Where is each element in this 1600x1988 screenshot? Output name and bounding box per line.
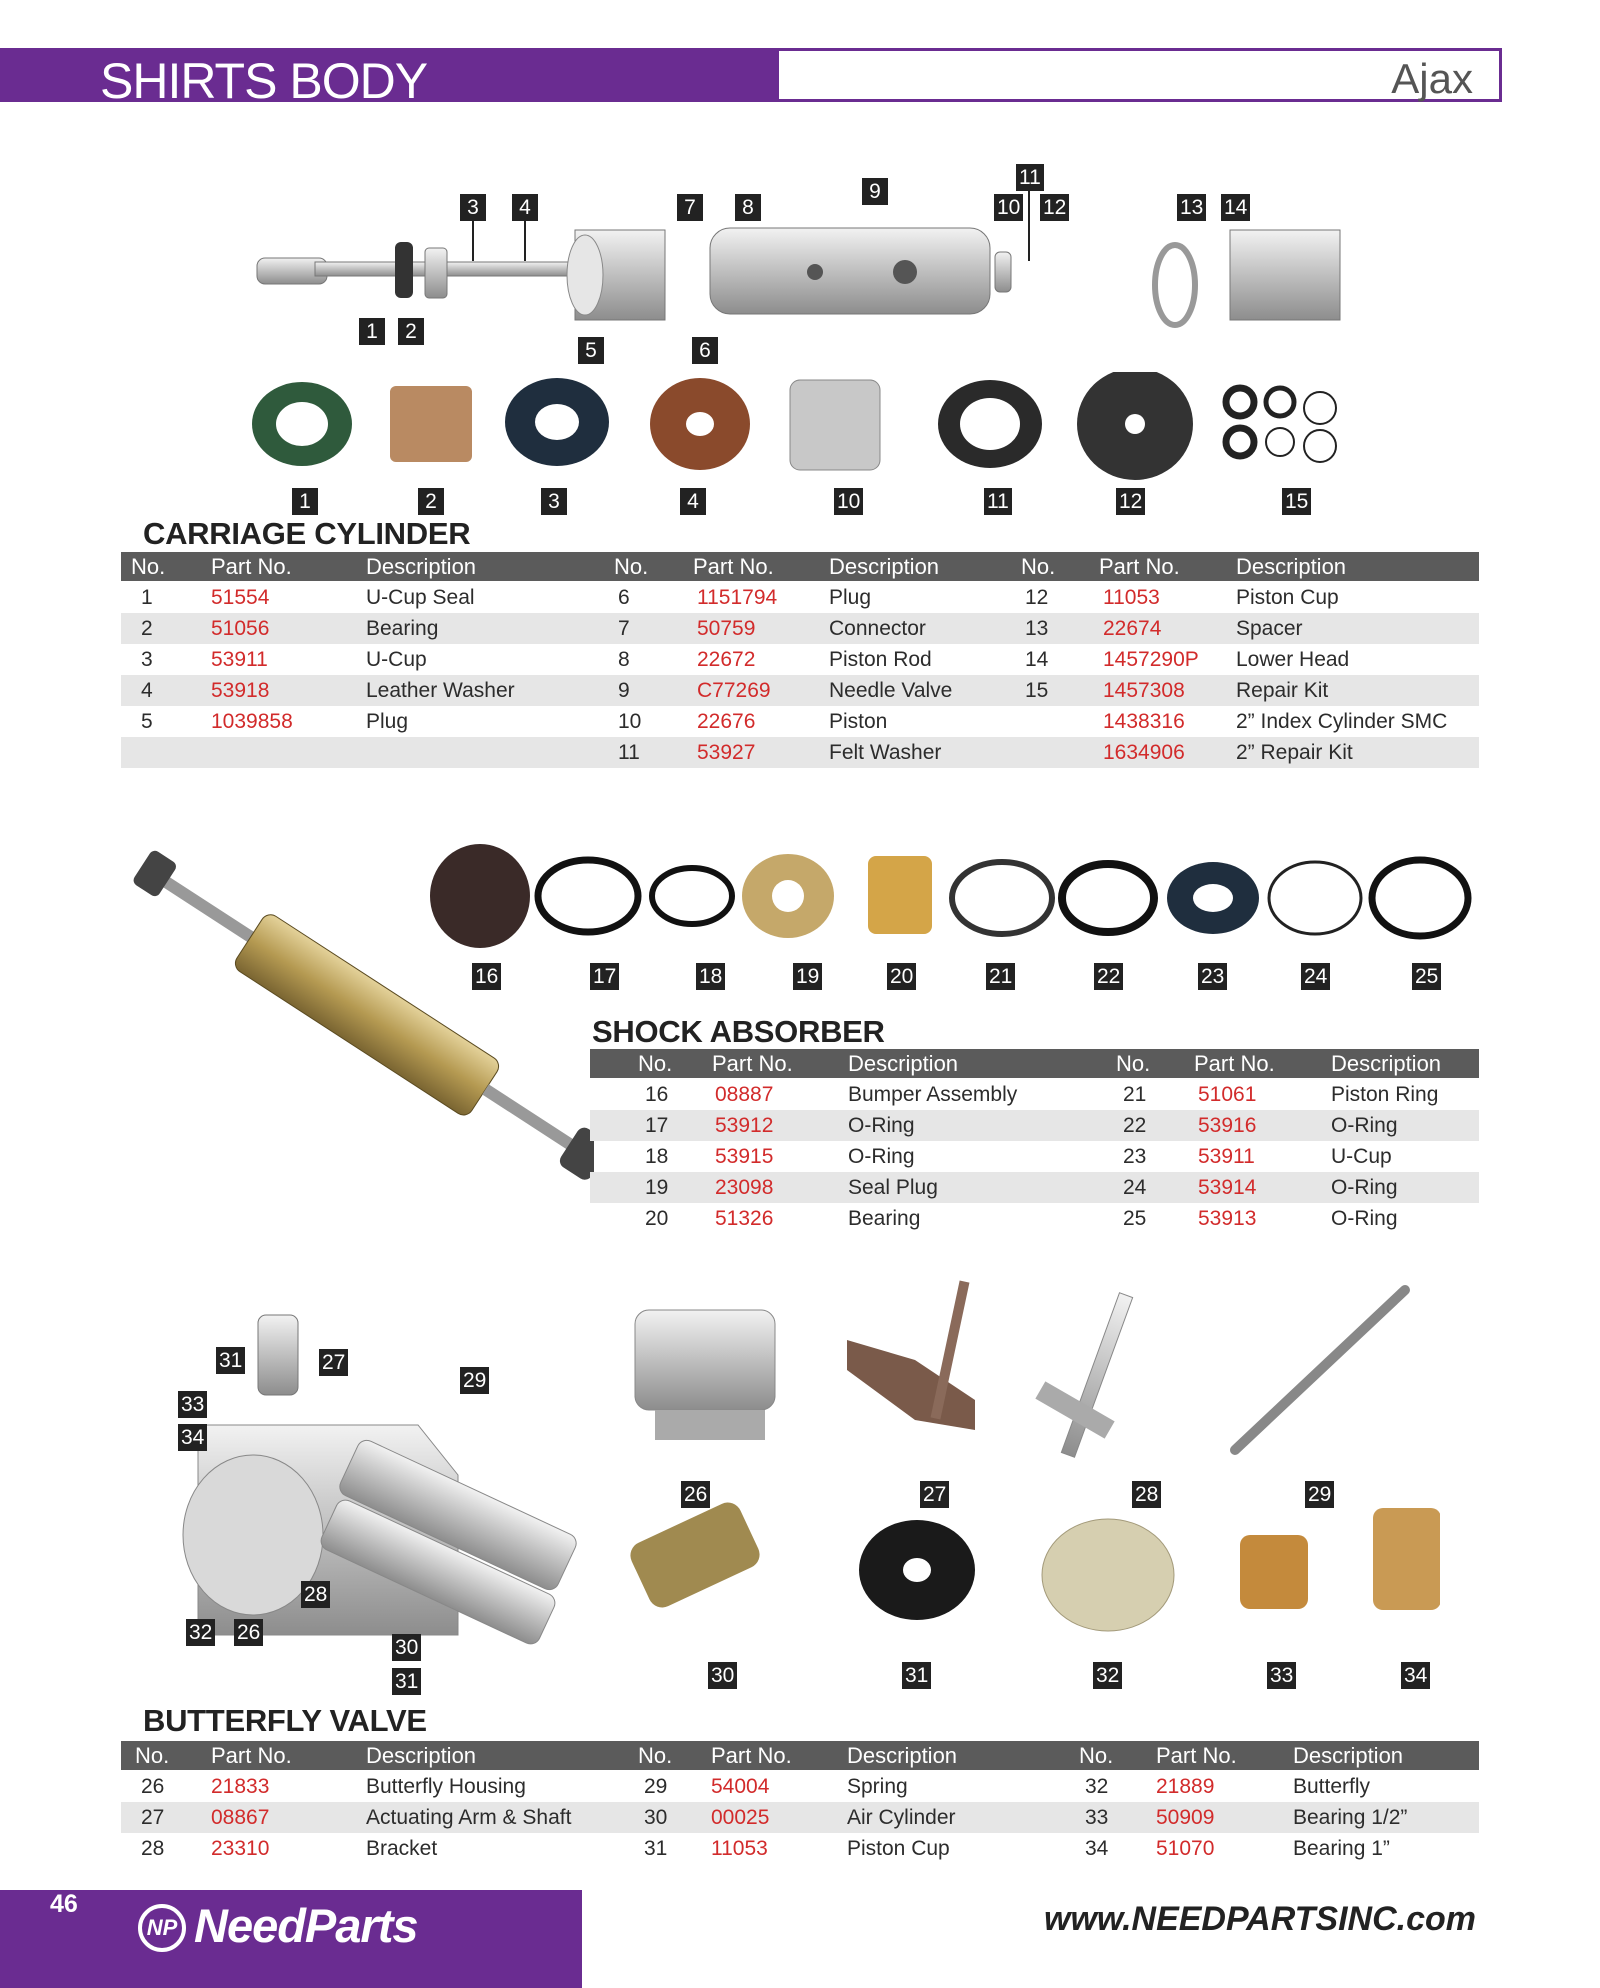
photo-callout-17: 17 [590, 963, 619, 990]
bearing-part [425, 248, 447, 298]
assembly-callout-26: 26 [234, 1619, 263, 1646]
cell-description: O-Ring [1331, 1207, 1398, 1230]
section-title-butterfly: BUTTERFLY VALVE [143, 1703, 427, 1738]
callout-9: 9 [862, 178, 888, 205]
cup-hole [903, 1558, 931, 1582]
cell-description: Spring [847, 1775, 908, 1798]
o-ring-photo [652, 868, 732, 924]
cell-description: Piston Ring [1331, 1083, 1439, 1106]
cell-part-no: C77269 [697, 679, 771, 702]
cell-no: 2 [141, 617, 153, 640]
cell-part-no: 51554 [211, 586, 270, 609]
cell-description: O-Ring [848, 1114, 915, 1137]
seal-plug-hole [772, 880, 804, 912]
col-no: No. [131, 554, 166, 579]
cell-no: 16 [645, 1083, 669, 1106]
photo-callout-1: 1 [292, 488, 318, 515]
washer-hole [686, 412, 714, 436]
cell-description: Bearing 1/2” [1293, 1806, 1408, 1829]
col-part-no: Part No. [711, 1743, 792, 1768]
o-ring-photo [1269, 862, 1361, 934]
cell-description: O-Ring [1331, 1114, 1398, 1137]
cell-no: 22 [1123, 1114, 1147, 1137]
cell-no: 33 [1085, 1806, 1109, 1829]
o-ring-photo [538, 860, 638, 932]
cell-no: 15 [1025, 679, 1049, 702]
cup-hole [1125, 414, 1145, 434]
butterfly-table [121, 1741, 1479, 1867]
cell-no: 21 [1123, 1083, 1147, 1106]
barrel-port-2 [893, 260, 917, 284]
cell-no: 29 [644, 1775, 668, 1798]
callout-4: 4 [512, 194, 538, 221]
cell-no: 25 [1123, 1207, 1147, 1230]
rod [482, 1084, 581, 1154]
assembly-callout-32: 32 [186, 1619, 215, 1646]
cell-description: U-Cup [1331, 1145, 1392, 1168]
cell-part-no: 51070 [1156, 1837, 1215, 1860]
photo-callout-2: 2 [418, 488, 444, 515]
cell-description: Butterfly [1293, 1775, 1371, 1798]
cell-description: U-Cup Seal [366, 586, 475, 609]
cell-part-no: 1438316 [1103, 710, 1185, 733]
photo-callout-10: 10 [834, 488, 863, 515]
cell-part-no: 50759 [697, 617, 756, 640]
cell-description: Needle Valve [829, 679, 953, 702]
cell-description: Piston Rod [829, 648, 932, 671]
cell-part-no: 53916 [1198, 1114, 1257, 1137]
bearing-photo [868, 856, 932, 934]
cell-part-no: 50909 [1156, 1806, 1215, 1829]
cell-part-no: 53914 [1198, 1176, 1257, 1199]
shock-part-photos [430, 840, 1480, 960]
cylinder-barrel [710, 228, 990, 314]
housing-base [655, 1410, 765, 1440]
cell-part-no: 53913 [1198, 1207, 1257, 1230]
col-part-no: Part No. [211, 1743, 292, 1768]
photo-callout-19: 19 [793, 963, 822, 990]
photo-callout-25: 25 [1412, 963, 1441, 990]
cylinder-head-bore [567, 235, 603, 315]
table-header [590, 1049, 1479, 1078]
cell-no: 4 [141, 679, 153, 702]
callout-1: 1 [359, 318, 385, 345]
cell-part-no: 53915 [715, 1145, 774, 1168]
callout-2: 2 [398, 318, 424, 345]
cell-part-no: 1151794 [697, 586, 778, 609]
cell-part-no: 08887 [715, 1083, 774, 1106]
cell-part-no: 23310 [211, 1837, 270, 1860]
cell-part-no: 53911 [1198, 1145, 1255, 1168]
cell-description: Seal Plug [848, 1176, 938, 1199]
butterfly-housing-photo [635, 1310, 775, 1410]
cell-description: Plug [366, 710, 409, 733]
col-part-no: Part No. [712, 1051, 793, 1076]
cell-part-no: 00025 [711, 1806, 770, 1829]
cell-no: 34 [1085, 1837, 1109, 1860]
callout-3: 3 [460, 194, 486, 221]
cell-no: 26 [141, 1775, 165, 1798]
row-stripe [121, 1802, 1479, 1833]
cell-part-no: 54004 [711, 1775, 770, 1798]
callout-7: 7 [677, 194, 703, 221]
cell-no: 14 [1025, 648, 1049, 671]
photo-callout-34: 34 [1401, 1662, 1430, 1689]
cell-no: 32 [1085, 1775, 1109, 1798]
col-part-no: Part No. [693, 554, 774, 579]
assembly-callout-27: 27 [319, 1349, 348, 1376]
assembly-callout-29: 29 [460, 1367, 489, 1394]
cell-no: 5 [141, 710, 153, 733]
photo-callout-29: 29 [1305, 1481, 1334, 1508]
photo-callout-20: 20 [887, 963, 916, 990]
cell-description: Butterfly Housing [366, 1775, 526, 1798]
bearing-half-photo [1240, 1535, 1308, 1609]
cell-no: 31 [644, 1837, 668, 1860]
cell-part-no: 53912 [715, 1114, 774, 1137]
u-cup-seal-part [395, 242, 413, 298]
photo-callout-21: 21 [986, 963, 1015, 990]
cell-no: 27 [141, 1806, 165, 1829]
spring-photo [1235, 1290, 1405, 1450]
cell-no: 6 [618, 586, 630, 609]
website-link[interactable]: www.NEEDPARTSINC.com [1044, 1900, 1476, 1938]
page-title: SHIRTS BODY [100, 53, 428, 109]
col-description: Description [366, 554, 477, 579]
cell-part-no: 51056 [211, 617, 270, 640]
col-part-no: Part No. [211, 554, 292, 579]
callout-13: 13 [1177, 194, 1206, 221]
assembly-callout-31b: 31 [392, 1668, 421, 1695]
col-no: No. [638, 1051, 673, 1076]
cell-description: Connector [829, 617, 926, 640]
table-header [121, 552, 1479, 581]
photo-callout-18: 18 [696, 963, 725, 990]
assembly-callout-31: 31 [216, 1347, 245, 1374]
cell-no: 28 [141, 1837, 165, 1860]
col-description: Description [366, 1743, 477, 1768]
section-title-shock: SHOCK ABSORBER [592, 1014, 885, 1049]
air-cylinder-top [258, 1315, 298, 1395]
photo-callout-27: 27 [920, 1481, 949, 1508]
cell-no: 24 [1123, 1176, 1147, 1199]
kit-ring [1304, 392, 1336, 424]
cell-part-no: 08867 [211, 1806, 270, 1829]
assembly-callout-28: 28 [301, 1581, 330, 1608]
actuating-arm-photo [847, 1340, 975, 1430]
cell-no: 30 [644, 1806, 668, 1829]
cell-part-no: 53918 [211, 679, 270, 702]
photo-callout-32: 32 [1093, 1662, 1122, 1689]
cell-description: O-Ring [848, 1145, 915, 1168]
cell-description: Piston Cup [1236, 586, 1339, 609]
butterfly-disc-photo [1042, 1519, 1174, 1631]
callout-8: 8 [735, 194, 761, 221]
cell-no: 3 [141, 648, 153, 671]
photo-callout-30: 30 [708, 1662, 737, 1689]
photo-callout-4: 4 [680, 488, 706, 515]
carriage-part-photos [250, 372, 1370, 492]
needparts-logo [138, 1898, 438, 1954]
callout-12: 12 [1040, 194, 1069, 221]
photo-callout-23: 23 [1198, 963, 1227, 990]
col-no: No. [638, 1743, 673, 1768]
cell-part-no: 1457308 [1103, 679, 1185, 702]
cell-part-no: 11053 [1103, 586, 1160, 609]
cell-description: Bearing [366, 617, 439, 640]
col-no: No. [614, 554, 649, 579]
col-no: No. [1021, 554, 1056, 579]
air-cylinder-photo [626, 1498, 764, 1612]
piston-photo [790, 380, 880, 470]
col-description: Description [848, 1051, 959, 1076]
col-no: No. [135, 1743, 170, 1768]
photo-callout-15: 15 [1282, 488, 1311, 515]
felt-hole [960, 398, 1020, 450]
cell-part-no: 23098 [715, 1176, 774, 1199]
cell-description: Air Cylinder [847, 1806, 956, 1829]
cell-description: Bumper Assembly [848, 1083, 1018, 1106]
callout-14: 14 [1221, 194, 1250, 221]
barrel-port [807, 264, 823, 280]
col-description: Description [829, 554, 940, 579]
seal-hole [276, 402, 328, 446]
cell-part-no: 51061 [1198, 1083, 1257, 1106]
photo-callout-33: 33 [1267, 1662, 1296, 1689]
cell-no: 1 [141, 586, 153, 609]
kit-ring [1226, 428, 1254, 456]
cell-description: 2” Index Cylinder SMC [1236, 710, 1448, 733]
cell-description: Leather Washer [366, 679, 515, 702]
photo-callout-24: 24 [1301, 963, 1330, 990]
cell-no: 17 [645, 1114, 669, 1137]
photo-callout-3: 3 [541, 488, 567, 515]
cell-part-no: 1039858 [211, 710, 293, 733]
brand-name: Ajax [1391, 55, 1473, 102]
o-ring-photo [1062, 864, 1154, 932]
cell-part-no: 22672 [697, 648, 756, 671]
cell-no: 23 [1123, 1145, 1147, 1168]
rod [155, 872, 254, 942]
repair-kit-photo [1226, 388, 1254, 416]
kit-ring [1304, 430, 1336, 462]
cell-part-no: 53911 [211, 648, 268, 671]
cell-part-no: 1457290P [1103, 648, 1199, 671]
col-description: Description [1236, 554, 1347, 579]
cell-description: O-Ring [1331, 1176, 1398, 1199]
assembly-callout-34: 34 [178, 1424, 207, 1451]
piston-ring-photo [952, 862, 1052, 934]
cell-no: 12 [1025, 586, 1049, 609]
spacer-ring [1155, 245, 1195, 325]
col-part-no: Part No. [1156, 1743, 1237, 1768]
cell-description: Bearing 1” [1293, 1837, 1390, 1860]
cell-description: Piston [829, 710, 888, 733]
col-description: Description [1293, 1743, 1404, 1768]
carriage-table [121, 552, 1479, 778]
photo-callout-16: 16 [472, 963, 501, 990]
shock-table [590, 1049, 1479, 1239]
cell-description: Actuating Arm & Shaft [366, 1806, 572, 1829]
photo-callout-11: 11 [984, 488, 1012, 515]
cell-description: Bearing [848, 1207, 921, 1230]
cell-no: 19 [645, 1176, 669, 1199]
cell-description: Lower Head [1236, 648, 1350, 671]
leader-line [524, 221, 526, 261]
u-cup-hole [535, 404, 579, 440]
cell-no: 10 [618, 710, 642, 733]
cell-description: Spacer [1236, 617, 1303, 640]
cell-description: U-Cup [366, 648, 427, 671]
cell-description: Plug [829, 586, 872, 609]
cell-part-no: 22674 [1103, 617, 1162, 640]
assembly-callout-33: 33 [178, 1391, 207, 1418]
cell-no: 8 [618, 648, 630, 671]
cell-no: 7 [618, 617, 630, 640]
cell-no: 13 [1025, 617, 1049, 640]
col-part-no: Part No. [1194, 1051, 1275, 1076]
butterfly-part-photos [615, 1250, 1440, 1680]
photo-callout-12: 12 [1116, 488, 1145, 515]
photo-callout-28: 28 [1132, 1481, 1161, 1508]
logo-mark: NP [138, 1904, 186, 1952]
piston-part [995, 252, 1011, 292]
callout-10: 10 [994, 194, 1023, 221]
kit-ring [1266, 388, 1294, 416]
cell-no: 20 [645, 1207, 669, 1230]
cell-no: 9 [618, 679, 630, 702]
table-header [121, 1741, 1479, 1770]
cell-description: Bracket [366, 1837, 438, 1860]
cell-description: Piston Cup [847, 1837, 950, 1860]
leader-line [1028, 191, 1030, 261]
cell-part-no: 11053 [711, 1837, 768, 1860]
assembly-callout-30: 30 [392, 1634, 421, 1661]
cell-part-no: 22676 [697, 710, 756, 733]
logo-text: NeedParts [194, 1899, 418, 1952]
cell-description: 2” Repair Kit [1236, 741, 1353, 764]
cell-no: 11 [618, 741, 640, 764]
bearing-photo [390, 386, 472, 462]
col-no: No. [1116, 1051, 1151, 1076]
cell-part-no: 1634906 [1103, 741, 1185, 764]
cell-no: 18 [645, 1145, 669, 1168]
cell-part-no: 53927 [697, 741, 756, 764]
cell-part-no: 21889 [1156, 1775, 1215, 1798]
bearing-one-photo [1373, 1508, 1440, 1610]
col-description: Description [847, 1743, 958, 1768]
col-part-no: Part No. [1099, 554, 1180, 579]
photo-callout-22: 22 [1094, 963, 1123, 990]
section-title-carriage: CARRIAGE CYLINDER [143, 516, 471, 551]
page-number: 46 [50, 1890, 78, 1918]
col-no: No. [1079, 1743, 1114, 1768]
cell-description: Repair Kit [1236, 679, 1329, 702]
kit-ring [1266, 428, 1294, 456]
callout-5: 5 [578, 337, 604, 364]
callout-6: 6 [692, 337, 718, 364]
photo-callout-26: 26 [681, 1481, 710, 1508]
u-cup-hole [1193, 884, 1233, 912]
leader-line [472, 221, 474, 261]
callout-11: 11 [1016, 164, 1044, 191]
cell-part-no: 51326 [715, 1207, 774, 1230]
col-description: Description [1331, 1051, 1442, 1076]
brand-box [776, 48, 1502, 102]
lower-head [1230, 230, 1340, 320]
o-ring-photo [1372, 860, 1468, 936]
bumper-photo [430, 844, 530, 948]
photo-callout-31: 31 [902, 1662, 931, 1689]
cell-part-no: 21833 [211, 1775, 270, 1798]
cell-description: Felt Washer [829, 741, 942, 764]
